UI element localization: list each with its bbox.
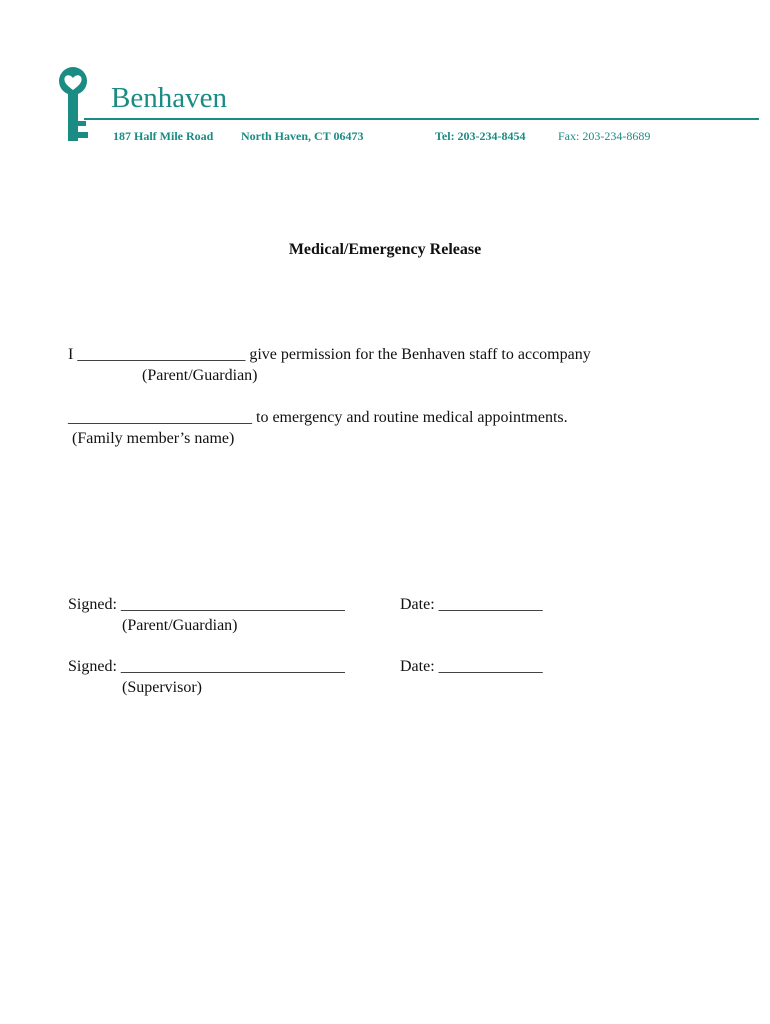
permission-caption: (Parent/Guardian) xyxy=(142,367,258,384)
street-address: 187 Half Mile Road xyxy=(113,129,214,143)
fax: Fax: 203-234-8689 xyxy=(558,129,651,143)
telephone: Tel: 203-234-8454 xyxy=(435,129,526,143)
signature-caption-parent: (Parent/Guardian) xyxy=(122,617,238,634)
date-line-supervisor: Date: _____________ xyxy=(400,658,543,675)
city-address: North Haven, CT 06473 xyxy=(241,129,364,143)
organization-name: Benhaven xyxy=(111,82,227,114)
permission-line: I _____________________ give permission for the Benhaven staff to accompany xyxy=(68,346,591,363)
family-member-caption: (Family member’s name) xyxy=(72,430,235,447)
key-heart-icon xyxy=(53,66,93,142)
signature-line-supervisor: Signed: ____________________________ xyxy=(68,658,345,675)
signature-line-parent: Signed: ____________________________ xyxy=(68,596,345,613)
family-member-line: _______________________ to emergency and routine medical appointments. xyxy=(68,409,568,426)
document-title: Medical/Emergency Release xyxy=(288,241,482,258)
header-rule xyxy=(84,118,759,120)
date-line-parent: Date: _____________ xyxy=(400,596,543,613)
signature-caption-supervisor: (Supervisor) xyxy=(122,679,202,696)
